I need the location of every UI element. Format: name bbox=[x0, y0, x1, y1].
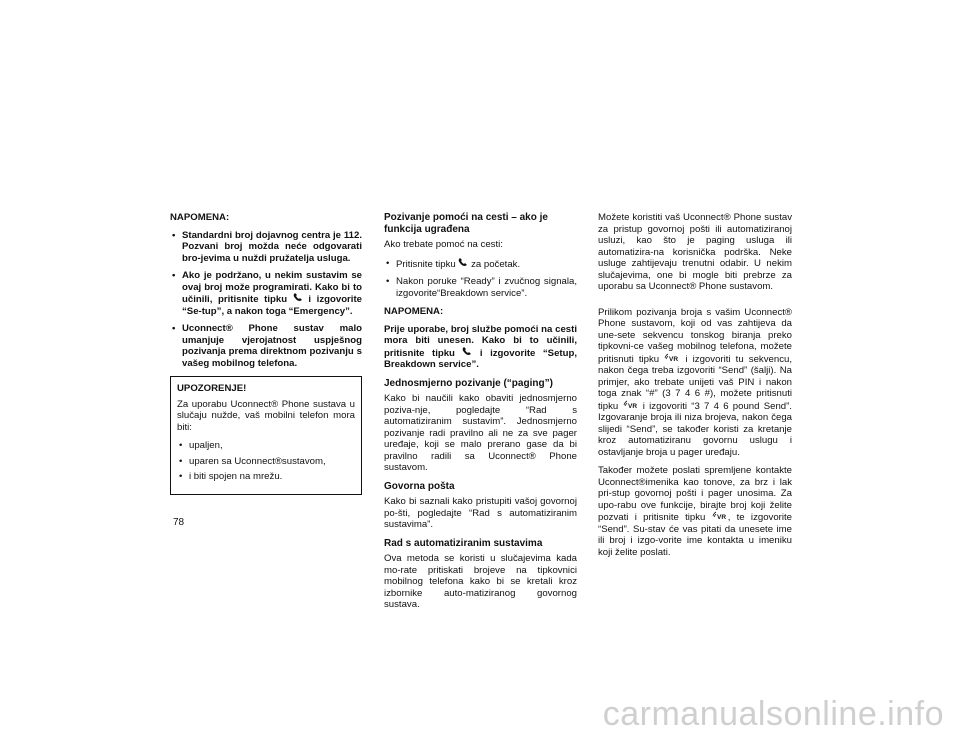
roadside-intro: Ako trebate pomoć na cesti: bbox=[384, 239, 503, 250]
voice-recognition-icon bbox=[712, 511, 728, 524]
roadside-note-text-a: Prije uporabe, broj službe pomoći na cesti mora biti unesen. Kako bi to učinili, pritisnite tipku bbox=[384, 323, 577, 359]
watermark: carmanualsonline.info bbox=[602, 695, 944, 733]
note-bullets bbox=[170, 230, 362, 370]
paging-text: Kako bi naučili kako obaviti jednosmjerno poziva-nje, pogledajte “Rad s automatiziranim sustavim”. Jednosmjerno pozivanje radi pravilno ali ne za sve pager uređaje, koji se malo prerano gase da bi pravilno radili sa Uconnect® Phone sustavom. bbox=[384, 393, 577, 473]
automated-text: Ova metoda se koristi u slučajevima kada mo-rate pritiskati brojeve na tipkovnici mobilnog telefona kako bi se kretali kroz izbornike auto-matiziranog govornog sustava. bbox=[384, 553, 577, 610]
note-bullet-1: • Standardni broj dojavnog centra je 112. Pozvani broj možda neće odgovarati bro-jevima u nuždi pružatelja usluga. bbox=[170, 230, 362, 265]
heading-voicemail: Govorna pošta bbox=[384, 480, 455, 492]
note-bullet-2-text-b: i izgovorite “Se-tup”, a nakon toga “Emergency”. bbox=[182, 293, 362, 317]
tone-dialing-text-a: Prilikom pozivanja broja s vašim Uconnect® Phone sustavom, koji od vas zahtijeva da une-sete sekvencu tonskog biranja preko tipkovni-ce vašeg mobilnog telefona, možete pritisnuti tipku bbox=[598, 306, 792, 365]
roadside-step-2: • Nakon poruke “Ready” i zvučnog signala, izgovorite“Breakdown service”. bbox=[384, 276, 577, 299]
roadside-note-text-b: i izgovorite “Setup, Breakdown service”. bbox=[384, 347, 577, 370]
heading-roadside: Pozivanje pomoći na cesti – ako je funkcija ugrađena bbox=[384, 212, 548, 235]
note-label-2: NAPOMENA: bbox=[384, 306, 444, 317]
roadside-step-1-text-b: za početak. bbox=[471, 258, 521, 270]
roadside-note bbox=[384, 324, 577, 371]
voice-recognition-icon bbox=[623, 400, 639, 413]
phone-icon bbox=[293, 293, 303, 306]
tone-dialing-text-c: i izgovoriti “3 7 4 6 pound Send”. Izgovaranje broja ili niza brojeva, nakon čega slijedi “Send”, se također koristi za kretanje kroz automatiziranu govornu uslugu i ostavljanje broja u pager uređaju. bbox=[598, 400, 792, 458]
roadside-step-1-text-a: Pritisnite tipku bbox=[396, 258, 456, 270]
warning-list bbox=[177, 440, 355, 483]
note-bullet-2 bbox=[170, 270, 362, 317]
warning-title: UPOZORENJE! bbox=[177, 383, 247, 394]
automated-intro: Možete koristiti vaš Uconnect® Phone sustav za pristup govornoj pošti ili automatiziranoj usluzi, kao što je paging usluga ili automatizira-na korisnička podrška. Neke usluge zahtijevaju trenutni odabir. U nekim slučajevima, one bi mogle biti prebrze za uporabu sa Uconnect® Phone sustavom. bbox=[598, 212, 792, 292]
column-middle bbox=[384, 212, 577, 618]
column-right bbox=[598, 212, 792, 565]
column-left bbox=[170, 212, 362, 495]
heading-automated: Rad s automatiziranim sustavima bbox=[384, 537, 543, 549]
note-bullet-2-text-a: Ako je podržano, u nekim sustavim se ovaj broj može programirati. Kako bi to učinili, pritisnite tipku bbox=[182, 270, 362, 305]
send-contacts-text-a: Također možete poslati spremljene kontakte Uconnect®imenika kao tonove, za brz i lak pri-stup govornoj pošti i pager unosima. Za upo-rabu ove funkcije, birajte broj koji želite pozvati i pritisnite tipku bbox=[598, 465, 792, 523]
page-number: 78 bbox=[173, 517, 185, 528]
phone-icon bbox=[462, 347, 472, 360]
roadside-steps bbox=[384, 258, 577, 300]
send-contacts-text-b: , te izgovorite “Send”. Su-stav će vas pitati da unesete ime ili broj i izgo-vorite ime kontakta u imeniku koji želite poslati. bbox=[598, 511, 792, 558]
roadside-step-1 bbox=[384, 258, 577, 271]
warning-text: Za uporabu Uconnect® Phone sustava u slučaju nužde, vaš mobilni telefon mora biti: bbox=[177, 398, 355, 433]
phone-icon bbox=[458, 258, 468, 271]
svg-text:VR: VR bbox=[716, 514, 726, 520]
warning-item-2: • uparen sa Uconnect®sustavom, bbox=[177, 456, 355, 468]
warning-item-1: • upaljen, bbox=[177, 440, 355, 452]
warning-box bbox=[170, 376, 362, 495]
voice-recognition-icon bbox=[664, 353, 680, 366]
svg-text:VR: VR bbox=[669, 355, 679, 362]
tone-dialing-text bbox=[598, 307, 792, 459]
svg-text:VR: VR bbox=[627, 402, 637, 409]
send-contacts-text bbox=[598, 465, 792, 558]
note-bullet-3: • Uconnect® Phone sustav malo umanjuje vjerojatnost uspješnog pozivanja prema direktnom pozivanju s vašeg mobilnog telefona. bbox=[170, 323, 362, 369]
note-label: NAPOMENA: bbox=[170, 212, 230, 223]
warning-item-3: • i biti spojen na mrežu. bbox=[177, 471, 355, 483]
tone-dialing-text-b: i izgovoriti tu sekvencu, nakon čega treba izgovoriti “Send” (šalji). Na primjer, ako trebate unijeti vaš PIN i nakon toga znak “#” (3 7 4 6 #), možete pritisnuti tipku bbox=[598, 353, 792, 412]
heading-paging: Jednosmjerno pozivanje (“paging”) bbox=[384, 377, 553, 389]
voicemail-text: Kako bi saznali kako pristupiti vašoj govornoj po-šti, pogledajte “Rad s automatiziranim sustavima”. bbox=[384, 496, 577, 530]
